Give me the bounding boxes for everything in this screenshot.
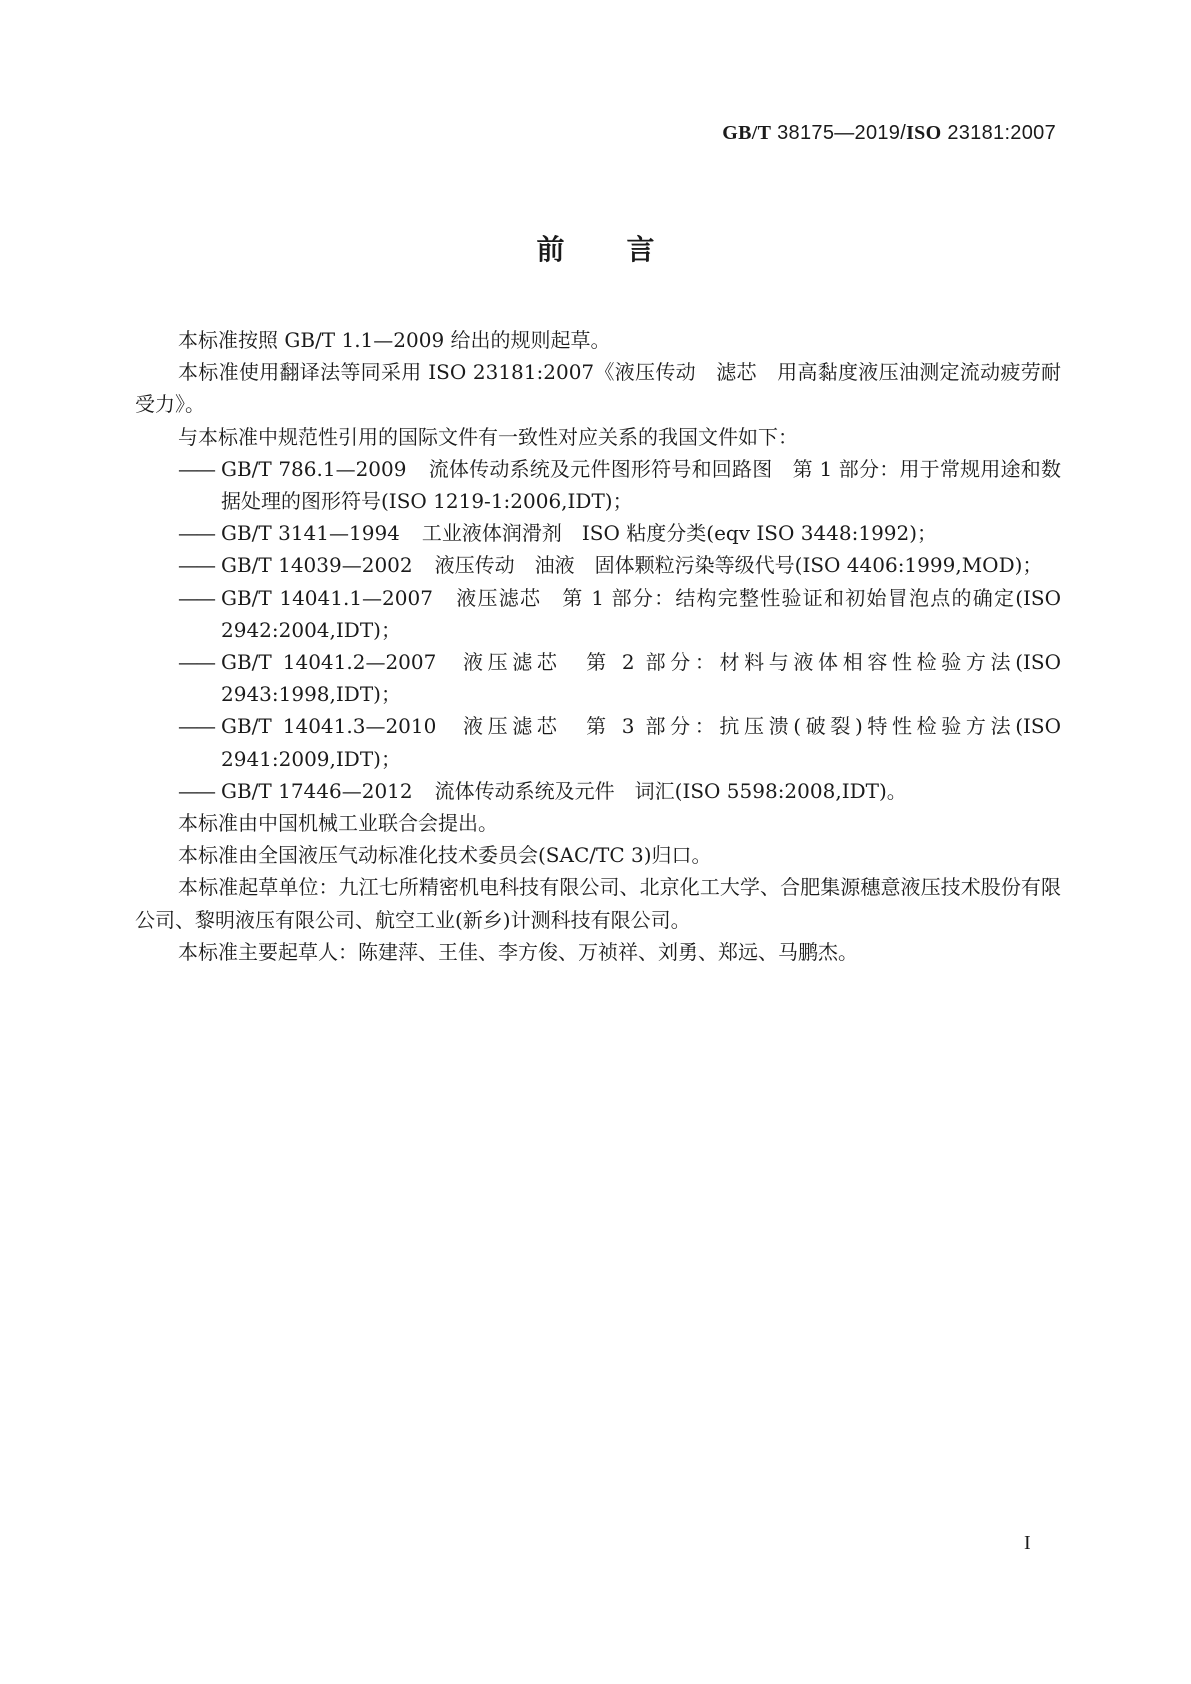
paragraph-drafting-rules: 本标准按照 GB/T 1.1—2009 给出的规则起草。: [178, 328, 611, 352]
dash: ——: [178, 456, 214, 481]
title-char-2: 言: [626, 233, 655, 266]
paragraph-drafters: 本标准主要起草人：陈建萍、王佳、李方俊、万祯祥、刘勇、郑远、马鹏杰。: [178, 939, 858, 964]
dash: ——: [178, 553, 214, 578]
dash: ——: [178, 650, 214, 675]
reference-code: GB/T 17446—2012: [221, 778, 413, 803]
paragraph-drafting-units: 本标准起草单位：九江七所精密机电科技有限公司、北京化工大学、合肥集源穗意液压技术股份有限公司、黎明液压有限公司、航空工业(新乡)计测科技有限公司。: [135, 875, 1061, 932]
reference-code: GB/T 3141—1994: [221, 521, 400, 546]
iso-number: 23181:2007: [941, 122, 1056, 144]
reference-code: GB/T 14041.2—2007: [221, 650, 437, 675]
paragraph-adoption: 本标准使用翻译法等同采用 ISO 23181:2007《液压传动 滤芯 用高黏度液压油测定流动疲劳耐受力》。: [135, 360, 1061, 417]
page-title: [0, 228, 1191, 268]
paragraph-references-intro: 与本标准中规范性引用的国际文件有一致性对应关系的我国文件如下：: [178, 424, 798, 449]
reference-title: 工业液体润滑剂 ISO 粘度分类(eqv ISO 3448:1992)；: [421, 521, 938, 546]
iso-prefix: ISO: [906, 122, 942, 144]
reference-code: GB/T 786.1—2009: [221, 456, 407, 481]
dash: ——: [178, 521, 214, 546]
reference-item: [135, 517, 1061, 549]
page-number: I: [1024, 1532, 1031, 1554]
reference-item: [135, 646, 1061, 710]
reference-item: [135, 453, 1061, 517]
dash: ——: [178, 714, 214, 739]
reference-code: GB/T 14039—2002: [221, 553, 413, 578]
title-char-1: 前: [536, 233, 565, 266]
dash: ——: [178, 585, 214, 610]
reference-code: GB/T 14041.1—2007: [221, 585, 433, 610]
reference-title: 流体传动系统及元件 词汇(ISO 5598:2008,IDT)。: [434, 778, 907, 803]
dash: ——: [178, 778, 214, 803]
standard-number-header: [722, 122, 1056, 145]
reference-title: 流体传动系统及元件图形符号和回路图 第 1 部分：用于常规用途和数据处理的图形符号(ISO 1219-1:2006,IDT)；: [221, 456, 1061, 514]
reference-item: [135, 710, 1061, 774]
reference-title: 液压滤芯 第 3 部分：抗压溃(破裂)特性检验方法(ISO 2941:2009,IDT)；: [221, 714, 1061, 771]
std-number: 38175—2019/: [771, 122, 907, 144]
std-prefix: GB/T: [722, 122, 772, 144]
reference-title: 液压传动 油液 固体颗粒污染等级代号(ISO 4406:1999,MOD)；: [434, 553, 1043, 578]
foreword-body: [135, 324, 1061, 968]
reference-code: GB/T 14041.3—2010: [221, 714, 437, 739]
reference-item: [135, 549, 1061, 581]
reference-item: [135, 775, 1061, 807]
reference-title: 液压滤芯 第 1 部分：结构完整性验证和初始冒泡点的确定(ISO 2942:2004,IDT)；: [221, 585, 1061, 642]
reference-title: 液压滤芯 第 2 部分：材料与液体相容性检验方法(ISO 2943:1998,IDT)；: [221, 650, 1061, 707]
paragraph-committee: 本标准由全国液压气动标准化技术委员会(SAC/TC 3)归口。: [178, 843, 712, 868]
paragraph-proposer: 本标准由中国机械工业联合会提出。: [178, 811, 498, 836]
reference-item: [135, 582, 1061, 646]
